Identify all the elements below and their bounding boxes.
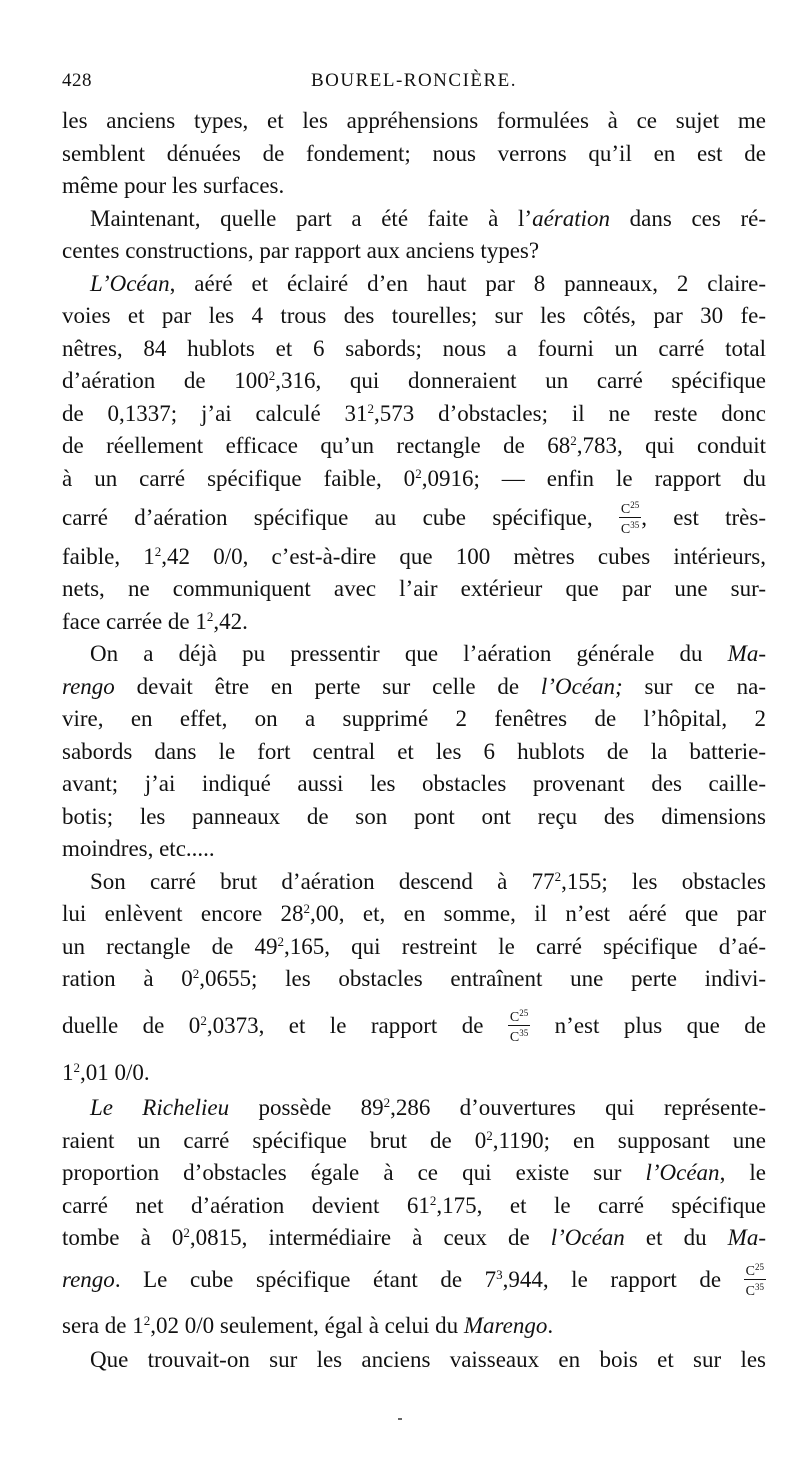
text-line: d’aération de $100^2,316$, qui donneraient un carré spécifique	[62, 368, 766, 393]
text-line: avant; j’ai indiqué aussi les obstacles provenant des caille-	[62, 771, 766, 796]
text-line: rengo. Le cube spécifique étant de $7^3,944$, le rapport de $\frac{C^{25}}{C^{35}}$	[62, 1262, 764, 1300]
text-line: Que trouvait-on sur les anciens vaisseaux en bois et sur les	[90, 1347, 766, 1372]
text-line: semblent dénuées de fondement; nous verrons qu’il en est de	[62, 141, 766, 166]
text-line: On a déjà pu pressentir que l’aération générale du Ma-	[90, 641, 766, 666]
text-line: Le Richelieu possède $89^2,286$ d’ouvertures qui représente-	[90, 1095, 766, 1120]
text-line: voies et par les 4 trous des tourelles; sur les côtés, par 30 fe-	[62, 303, 766, 328]
text-line: moindres, etc.....	[62, 836, 215, 861]
text-line: vire, en effet, on a supprimé 2 fenêtres de l’hôpital, 2	[62, 706, 766, 731]
text-line: duelle de $0^2,0373$, et le rapport de $\frac{C^{25}}{C^{35}}$ n’est plus que de	[62, 1008, 767, 1046]
ratio-fraction: $\frac{C^{25}}{C^{35}}$	[509, 1008, 529, 1046]
print-mark	[398, 1418, 402, 1420]
text-line: les anciens types, et les appréhensions formulées à ce sujet me	[62, 108, 766, 133]
text-line: à un carré spécifique faible, $0^2,0916$; — enfin le rapport du	[62, 466, 766, 491]
text-line: face carrée de $1^2,42$.	[62, 609, 248, 634]
text-line: carré net d’aération devient $61^2,175$, et le carré spécifique	[62, 1193, 766, 1218]
text-line: ration à $0^2,0655$; les obstacles entraînent une perte indivi-	[62, 966, 766, 991]
text-line: un rectangle de $49^2,165$, qui restreint le carré spécifique d’aé-	[62, 934, 767, 959]
text-line: nets, ne communiquent avec l’air extérieur que par une sur-	[62, 576, 766, 601]
ratio-fraction: $\frac{C^{25}}{C^{35}}$	[745, 1262, 764, 1300]
text-line: faible, $1^2,42$ 0/0, c’est-à-dire que 100 mètres cubes intérieurs,	[62, 544, 766, 569]
text-line: Son carré brut d’aération descend à $77^2,155$; les obstacles	[90, 869, 767, 894]
text-line: proportion d’obstacles égale à ce qui existe sur l’Océan, le	[62, 1160, 766, 1185]
text-line: lui enlèvent encore $28^2,00$, et, en somme, il n’est aéré que par	[62, 901, 766, 926]
text-line: nêtres, 84 hublots et 6 sabords; nous a fourni un carré total	[62, 336, 766, 361]
text-line: centes constructions, par rapport aux anciens types?	[62, 238, 540, 263]
text-line: tombe à $0^2,0815$, intermédiaire à ceux de l’Océan et du Ma-	[62, 1225, 766, 1250]
page-header	[62, 70, 766, 100]
text-line: de réellement efficace qu’un rectangle de $68^2,783$, qui conduit	[62, 433, 766, 458]
text-line: Maintenant, quelle part a été faite à l’aération dans ces ré-	[90, 206, 766, 231]
text-line: rengo devait être en perte sur celle de l’Océan; sur ce na-	[62, 674, 766, 699]
text-line: L’Océan, aéré et éclairé d’en haut par 8 panneaux, 2 claire-	[90, 271, 766, 296]
ratio-fraction: $\frac{C^{25}}{C^{35}}$	[620, 500, 640, 538]
page-number: 428	[62, 70, 92, 91]
text-line: sera de $1^2,02$ 0/0 seulement, égal à celui du Marengo.	[62, 1313, 554, 1338]
text-line: même pour les surfaces.	[62, 173, 285, 198]
text-line: carré d’aération spécifique au cube spécifique, $\frac{C^{25}}{C^{35}}$ , est très-	[62, 500, 767, 538]
text-line: raient un carré spécifique brut de $0^2,1190$; en supposant une	[62, 1128, 766, 1153]
text-line: botis; les panneaux de son pont ont reçu des dimensions	[62, 804, 766, 829]
text-line: de 0,1337; j’ai calculé $31^2,573$ d’obstacles; il ne reste donc	[62, 401, 766, 426]
running-title: BOUREL-RONCIÈRE.	[310, 70, 518, 91]
text-line: sabords dans le fort central et les 6 hublots de la batterie-	[62, 739, 766, 764]
text-line: $1^2,01$ 0/0.	[62, 1060, 150, 1085]
